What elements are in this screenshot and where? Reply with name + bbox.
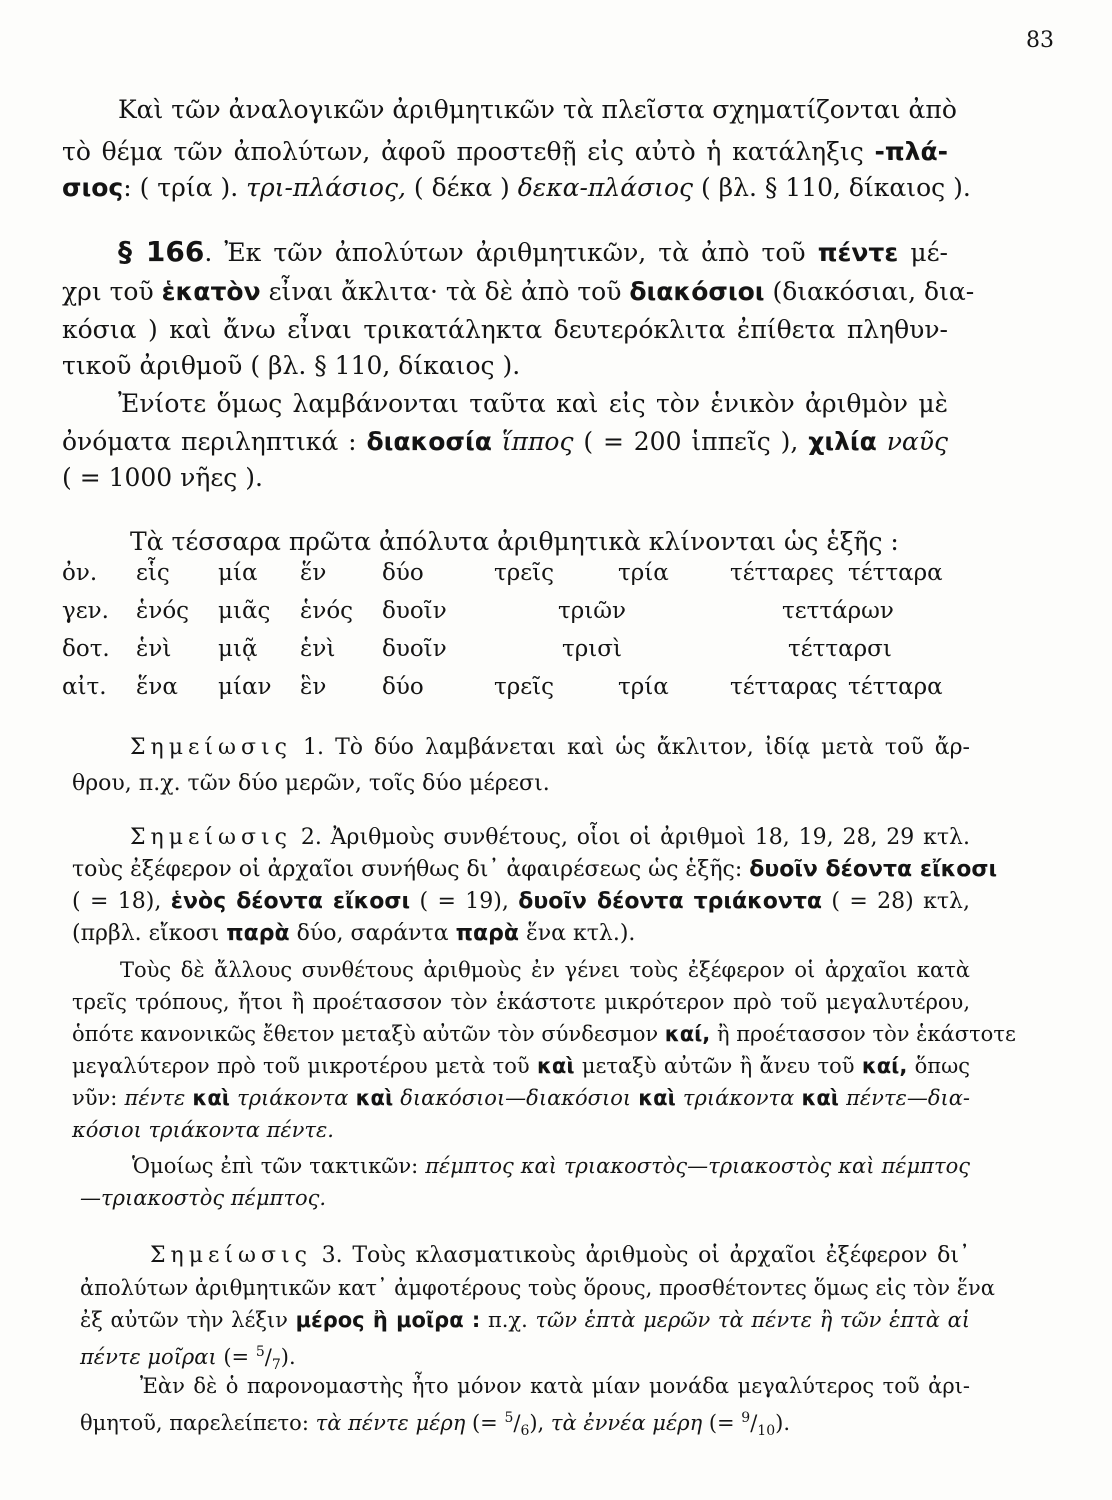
text-span: ).: [775, 1411, 790, 1435]
fraction-denominator: 6: [520, 1423, 530, 1440]
italic-term: ναῦς: [876, 427, 948, 456]
italic-term: τρι-πλάσιος,: [246, 173, 406, 202]
table-row: [62, 674, 952, 712]
table-cell: μία: [218, 560, 258, 586]
note-line: [72, 920, 635, 948]
text-span: Ὁμοίως ἐπὶ τῶν τακτικῶν:: [132, 1154, 426, 1178]
note-line: [72, 1084, 970, 1112]
text-line: τικοῦ ἀριθμοῦ ( βλ. § 110, δίκαιος ).: [62, 351, 521, 380]
table-cell: ἑνός: [136, 598, 190, 624]
italic-term: τὰ πέντε μέρη: [315, 1411, 466, 1435]
text-span: ( = 200 ἱππεῖς ),: [573, 427, 809, 456]
italic-term: πέντε: [124, 1086, 193, 1110]
section-heading-line: [118, 235, 949, 268]
table-cell: μίαν: [218, 674, 272, 700]
text-span: 2. Ἀριθμοὺς συνθέτους, οἷοι οἱ ἀριθμοὶ 18, 19, 28, 29 κτλ.: [291, 825, 970, 850]
table-row: [62, 560, 952, 598]
text-span: ( = 28) κτλ,: [822, 889, 970, 914]
text-span: : ( τρία ).: [123, 173, 247, 202]
note-label: Σημείωσις: [150, 1243, 312, 1268]
fraction-slash: /: [750, 1411, 758, 1435]
table-cell: τρία: [618, 674, 669, 700]
fraction-numerator: 9: [741, 1410, 751, 1426]
bold-term: παρὰ: [226, 921, 290, 946]
fraction-numerator: 5: [504, 1410, 514, 1426]
table-cell: τριῶν: [558, 598, 627, 624]
note-label: Σημείωσις: [130, 825, 292, 850]
note-line: [72, 856, 998, 884]
text-span: (πρβλ. εἴκοσι: [72, 921, 227, 946]
text-span: ἕνα κτλ.).: [518, 921, 636, 946]
table-cell: εἷς: [136, 560, 170, 586]
text-span: 3. Τοὺς κλασματικοὺς ἀριθμοὺς οἱ ἀρχαῖοι ἐξέφερον δι᾿: [311, 1243, 970, 1268]
table-cell: τεττάρων: [782, 598, 894, 624]
text-span: ἐξ αὐτῶν τὴν λέξιν: [80, 1308, 296, 1332]
bold-term: ἑκατὸν: [161, 277, 261, 306]
text-line: κόσια ) καὶ ἄνω εἶναι τρικατάληκτα δευτερόκλιτα ἐπίθετα πληθυν-: [62, 315, 948, 344]
section-number: § 166: [118, 235, 205, 268]
text-span: μέ-: [898, 238, 949, 267]
declension-table: [62, 560, 952, 712]
bold-term: καί,: [861, 1054, 908, 1078]
text-span: δύο, σαράντα: [289, 921, 456, 946]
page-number: 83: [1026, 28, 1054, 53]
italic-term: ἵππος: [491, 427, 574, 456]
bold-term: καὶ: [192, 1086, 230, 1110]
text-span: π.χ.: [480, 1308, 536, 1332]
text-span: ( δέκα ): [405, 173, 518, 202]
case-label: δοτ.: [62, 636, 110, 662]
table-cell: τέτταρας: [730, 674, 838, 700]
note-line: [72, 1020, 1016, 1048]
fraction-denominator: 7: [271, 1357, 281, 1374]
bold-term: ἑνὸς δέοντα εἴκοσι: [170, 889, 411, 914]
table-cell: τέτταρα: [848, 674, 943, 700]
text-span: θμητοῦ, παρελείπετο:: [80, 1411, 316, 1435]
note-line: τρεῖς τρόπους, ἤτοι ἢ προέτασσον τὸν ἑκάστοτε μικρότερον πρὸ τοῦ μεγαλυτέρου,: [72, 990, 970, 1014]
text-span: ἢ προέτασσον τὸν ἑκάστοτε: [710, 1022, 1016, 1046]
text-span: ὀνόματα περιληπτικά :: [62, 427, 367, 456]
text-span: ),: [529, 1411, 551, 1435]
text-span: 1. Τὸ δύο λαμβάνεται καὶ ὡς ἄκλιτον, ἰδίᾳ μετὰ τοῦ ἄρ-: [291, 735, 970, 760]
text-span: μεγαλύτερον πρὸ τοῦ μικροτέρου μετὰ τοῦ: [72, 1054, 537, 1078]
text-line: [62, 428, 948, 456]
bold-term: χιλία: [808, 427, 877, 456]
table-cell: μιᾷ: [218, 636, 258, 662]
bold-term: σιος: [62, 173, 124, 202]
table-cell: δύο: [382, 560, 424, 586]
table-cell: τέτταρες: [730, 560, 834, 586]
fraction-slash: /: [264, 1345, 272, 1369]
text-span: νῦν:: [72, 1086, 125, 1110]
bold-term: καὶ: [355, 1086, 394, 1110]
text-span: τοὺς ἐξέφερον οἱ ἀρχαῖοι συνήθως δι᾿ ἀφαιρέσεως ὡς ἑξῆς:: [72, 857, 750, 882]
table-cell: ἕν: [300, 560, 327, 586]
text-span: τὸ θέμα τῶν ἀπολύτων, ἀφοῦ προστεθῇ εἰς αὐτὸ ἡ κατάληξις: [62, 137, 875, 166]
bold-term: καὶ: [801, 1086, 839, 1110]
text-line: [62, 174, 971, 202]
note-line: θρου, π.χ. τῶν δύο μερῶν, τοῖς δύο μέρεσι.: [72, 771, 550, 796]
table-cell: δυοῖν: [382, 598, 447, 624]
text-line: Ἐνίοτε ὅμως λαμβάνονται ταῦτα καὶ εἰς τὸν ἑνικὸν ἀριθμὸν μὲ: [118, 389, 948, 418]
table-cell: ἓν: [300, 674, 327, 700]
text-span: (=: [702, 1411, 742, 1435]
note-line: κόσιοι τριάκοντα πέντε.: [72, 1118, 334, 1142]
fraction-numerator: 5: [255, 1344, 265, 1360]
text-span: ὁπότε κανονικῶς ἔθετον μεταξὺ αὐτῶν τὸν σύνδεσμον: [72, 1022, 665, 1046]
case-label: ὀν.: [62, 560, 98, 586]
fraction-slash: /: [513, 1411, 521, 1435]
italic-term: πέντε μοῖραι: [80, 1345, 217, 1369]
text-line: [62, 277, 975, 306]
bold-term: καί,: [664, 1022, 711, 1046]
text-span: χρι τοῦ: [62, 277, 162, 306]
text-span: (=: [216, 1345, 256, 1369]
text-line: [62, 138, 948, 166]
table-cell: δυοῖν: [382, 636, 447, 662]
text-span: ( = 19),: [410, 889, 519, 914]
italic-term: τῶν ἑπτὰ μερῶν τὰ πέντε ἢ τῶν ἑπτὰ αἱ: [535, 1308, 970, 1332]
italic-term: πέμπτος καὶ τριακοστὸς—τριακοστὸς καὶ πέμπτος: [425, 1154, 970, 1178]
table-cell: ἑνὶ: [136, 636, 172, 662]
bold-term: δυοῖν δέοντα εἴκοσι: [749, 857, 998, 882]
bold-term: -πλά-: [874, 137, 948, 166]
note-label: Σημείωσις: [130, 735, 292, 760]
note-line: [132, 1152, 970, 1180]
table-cell: ἕνα: [136, 674, 178, 700]
bold-term: μέρος ἢ μοῖρα :: [295, 1308, 481, 1332]
note-line: [80, 1306, 970, 1334]
table-cell: ἑνὶ: [300, 636, 336, 662]
table-cell: δύο: [382, 674, 424, 700]
table-cell: τέτταρα: [848, 560, 943, 586]
italic-term: πέντε—δια-: [838, 1086, 970, 1110]
table-cell: μιᾶς: [218, 598, 271, 624]
case-label: αἰτ.: [62, 674, 107, 700]
bold-term: διακοσία: [366, 427, 492, 456]
text-span: μεταξὺ αὐτῶν ἢ ἄνευ τοῦ: [574, 1054, 862, 1078]
table-cell: τρεῖς: [494, 674, 555, 700]
table-cell: τρία: [618, 560, 669, 586]
text-span: Καὶ τῶν ἀναλογικῶν ἀριθμητικῶν τὰ πλεῖστα σχηματίζονται ἀπὸ: [118, 95, 957, 124]
note-line: [72, 888, 970, 916]
table-cell: τρεῖς: [494, 560, 555, 586]
text-span: ( βλ. § 110, δίκαιος ).: [693, 173, 971, 202]
text-span: ὅπως: [907, 1054, 970, 1078]
table-row: [62, 598, 952, 636]
note-line: [130, 734, 970, 762]
bold-term: διακόσιοι: [629, 277, 765, 306]
text-span: ( = 18),: [72, 889, 171, 914]
note-line: —τριακοστὸς πέμπτος.: [80, 1186, 327, 1210]
text-span: (=: [465, 1411, 505, 1435]
bold-term: καὶ: [536, 1054, 575, 1078]
note-line: [150, 1242, 970, 1270]
bold-term: δυοῖν δέοντα τριάκοντα: [518, 889, 822, 914]
note-line: ἀπολύτων ἀριθμητικῶν κατ᾿ ἀμφοτέρους τοὺς ὅρους, προσθέτοντες ὅμως εἰς τὸν ἕνα: [80, 1276, 995, 1300]
text-span: . Ἐκ τῶν ἀπολύτων ἀριθμητικῶν, τὰ ἀπὸ τοῦ: [204, 238, 818, 267]
text-line: [118, 95, 957, 124]
italic-term: τριάκοντα: [675, 1086, 802, 1110]
text-span: ).: [280, 1345, 296, 1369]
bold-term: πέντε: [817, 238, 899, 267]
bold-term: καὶ: [638, 1086, 676, 1110]
note-line: [72, 1052, 970, 1080]
text-line: ( = 1000 νῆες ).: [62, 463, 263, 492]
bold-term: παρὰ: [455, 921, 519, 946]
text-span: εἶναι ἄκλιτα· τὰ δὲ ἀπὸ τοῦ: [260, 277, 630, 306]
italic-term: τριάκοντα: [229, 1086, 356, 1110]
declension-intro: Τὰ τέσσαρα πρῶτα ἀπόλυτα ἀριθμητικὰ κλίνονται ὡς ἑξῆς :: [130, 527, 899, 556]
table-cell: ἑνός: [300, 598, 354, 624]
table-cell: τέτταρσι: [788, 636, 892, 662]
note-line: [80, 1404, 790, 1445]
italic-term: διακόσιοι—διακόσιοι: [393, 1086, 639, 1110]
fraction-denominator: 10: [757, 1423, 776, 1440]
case-label: γεν.: [62, 598, 109, 624]
text-span: (διακόσιαι, δια-: [764, 277, 975, 306]
italic-term: τὰ ἐννέα μέρη: [550, 1411, 703, 1435]
table-row: [62, 636, 952, 674]
note-line: [130, 824, 970, 852]
note-line: Τοὺς δὲ ἄλλους συνθέτους ἀριθμοὺς ἐν γένει τοὺς ἐξέφερον οἱ ἀρχαῖοι κατὰ: [120, 958, 970, 982]
table-cell: τρισὶ: [562, 636, 622, 662]
note-line: Ἐὰν δὲ ὁ παρονομαστὴς ἦτο μόνον κατὰ μίαν μονάδα μεγαλύτερος τοῦ ἀρι-: [140, 1374, 970, 1398]
italic-term: δεκα-πλάσιος: [517, 173, 694, 202]
